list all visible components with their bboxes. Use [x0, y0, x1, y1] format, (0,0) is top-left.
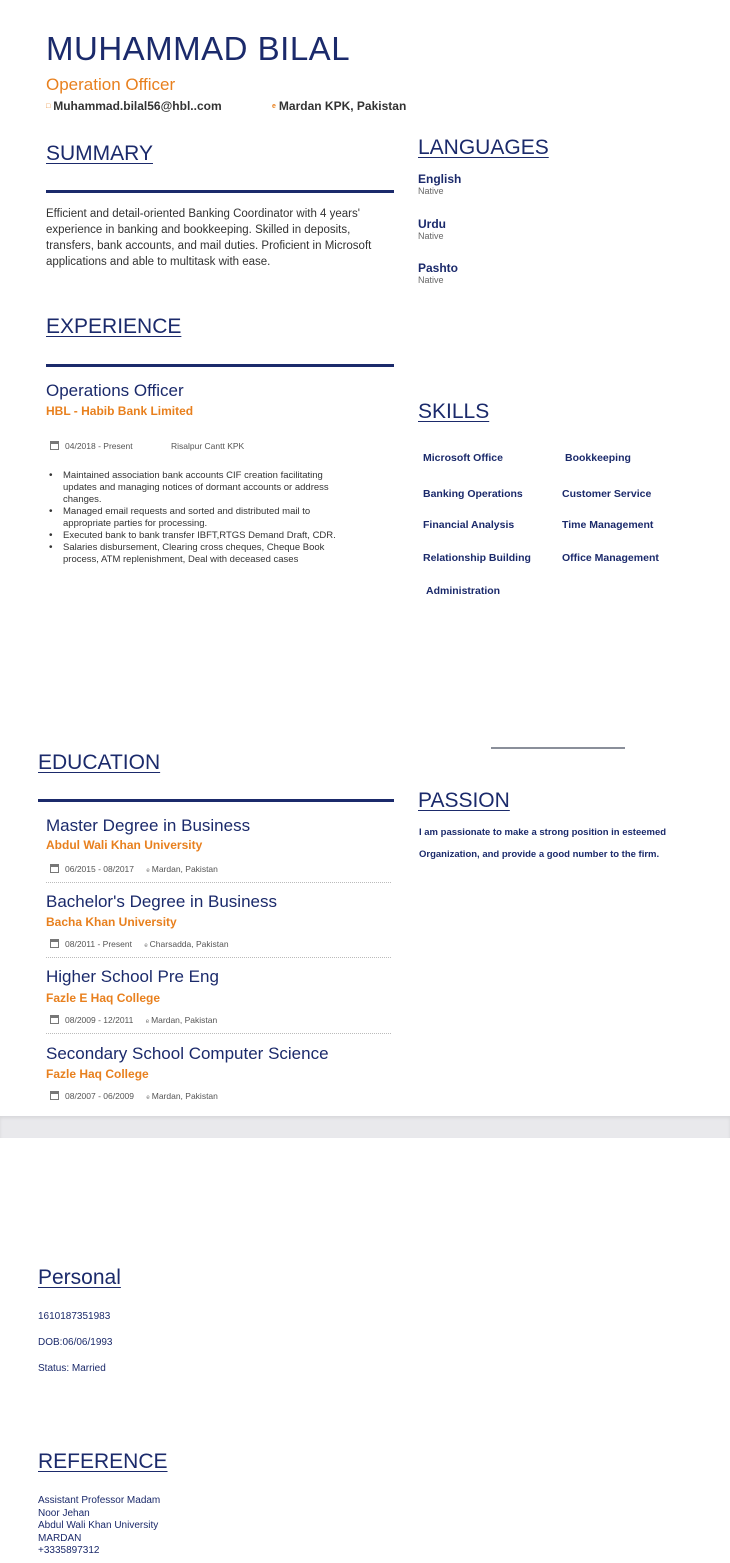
list-item: • Executed bank to bank transfer IBFT,RTGS Demand Draft, CDR.: [46, 530, 336, 542]
location-icon: e: [146, 1095, 150, 1101]
language-name: Pashto: [418, 261, 459, 275]
language-name: English: [418, 172, 462, 186]
passion-text: I am passionate to make a strong position in esteemed Organization, and provide a good number to the firm.: [419, 827, 667, 860]
list-item: • Maintained association bank accounts CIF creation facilitating updates and managing notices of dormant accounts or address changes.: [46, 470, 336, 506]
id-number: 1610187351983: [38, 1311, 111, 1322]
job-bullets: [46, 470, 336, 566]
degree-title: Secondary School Computer Science: [46, 1044, 329, 1063]
job-location: Risalpur Cantt KPK: [171, 441, 245, 451]
language-item: [418, 261, 458, 285]
reference-line: Assistant Professor Madam: [38, 1495, 161, 1506]
list-item: • Managed email requests and sorted and distributed mail to appropriate parties for processing.: [46, 506, 336, 530]
education-location: Mardan, Pakistan: [151, 864, 218, 874]
calendar-icon: [50, 864, 59, 873]
education-meta: [50, 864, 218, 874]
company-name: HBL - Habib Bank Limited: [46, 404, 194, 418]
education-dates: 08/2009 - 12/2011: [65, 1015, 134, 1025]
date-of-birth: DOB:06/06/1993: [38, 1337, 113, 1348]
personal-heading: Personal: [38, 1266, 121, 1289]
education-dates: 08/2007 - 06/2009: [65, 1091, 135, 1101]
education-heading: EDUCATION: [38, 751, 161, 774]
email-text: Muhammad.bilal56@hbl..com: [53, 99, 222, 113]
language-item: [418, 217, 446, 241]
skill-item: Bookkeeping: [565, 452, 631, 464]
divider: [46, 1033, 391, 1034]
location-icon: e: [145, 1019, 150, 1025]
calendar-icon: [50, 1015, 59, 1024]
education-rule: [38, 799, 394, 802]
email-contact: [46, 99, 222, 113]
degree-title: Higher School Pre Eng: [46, 967, 219, 986]
location-text: Mardan KPK, Pakistan: [278, 99, 407, 113]
summary-text: Efficient and detail-oriented Banking Coordinator with 4 years' experience in banking and bookkeeping. Skilled in deposits, transfers, bank accounts, and mail duties. Proficient in Microsoft applications and able to multitask with ease.: [46, 208, 372, 268]
language-level: Native: [418, 231, 444, 241]
divider: [491, 747, 625, 749]
reference-block: [38, 1495, 160, 1558]
education-location: Charsadda, Pakistan: [149, 939, 229, 949]
location-icon: e: [146, 868, 150, 874]
page-break: [0, 1116, 730, 1138]
list-item: • Salaries disbursement, Clearing cross cheques, Cheque Book process, ATM replenishment, Deal with deceased cases: [46, 542, 336, 566]
calendar-icon: [50, 441, 59, 450]
education-meta: [50, 939, 229, 949]
school-name: Fazle E Haq College: [46, 991, 161, 1005]
education-dates: 08/2011 - Present: [65, 939, 132, 949]
reference-line: MARDAN: [38, 1532, 82, 1544]
experience-heading: EXPERIENCE: [46, 315, 182, 338]
reference-heading: REFERENCE: [38, 1450, 168, 1473]
candidate-title: Operation Officer: [46, 75, 176, 94]
job-dates: [50, 441, 133, 451]
degree-title: Master Degree in Business: [46, 816, 251, 835]
calendar-icon: [50, 1091, 59, 1100]
divider: [46, 882, 391, 883]
reference-line: Abdul Wali Khan University: [38, 1520, 159, 1531]
email-icon: □: [46, 103, 51, 111]
reference-line: +3335897312: [38, 1545, 100, 1556]
passion-heading: PASSION: [418, 789, 510, 812]
education-meta: [50, 1015, 217, 1025]
skill-item: Banking Operations: [423, 488, 523, 500]
education-meta: [50, 1091, 218, 1101]
experience-rule: [46, 364, 394, 367]
divider: [46, 957, 391, 958]
skill-item: Relationship Building: [423, 552, 531, 564]
language-name: Urdu: [418, 217, 446, 231]
skill-item: Office Management: [562, 552, 659, 564]
language-level: Native: [418, 186, 444, 196]
job-title: Operations Officer: [46, 381, 184, 400]
skills-heading: SKILLS: [418, 400, 490, 423]
candidate-name: MUHAMMAD BILAL: [46, 30, 351, 67]
job-dates-text: 04/2018 - Present: [65, 441, 133, 451]
location-icon: e: [144, 943, 148, 949]
degree-title: Bachelor's Degree in Business: [46, 892, 277, 911]
school-name: Fazle Haq College: [46, 1067, 149, 1081]
summary-heading: SUMMARY: [46, 142, 153, 165]
skill-item: Microsoft Office: [423, 452, 503, 464]
education-location: Mardan, Pakistan: [151, 1091, 218, 1101]
summary-rule: [46, 190, 394, 193]
school-name: Abdul Wali Khan University: [46, 838, 203, 852]
language-level: Native: [418, 275, 444, 285]
skill-item: Financial Analysis: [423, 519, 515, 531]
language-item: [418, 172, 461, 196]
education-location: Mardan, Pakistan: [151, 1015, 218, 1025]
skill-item: Time Management: [562, 519, 654, 531]
location-contact: [272, 99, 406, 113]
skill-item: Administration: [426, 585, 501, 597]
location-icon: e: [272, 103, 276, 111]
calendar-icon: [50, 939, 59, 948]
marital-status: Status: Married: [38, 1363, 106, 1374]
reference-line: Noor Jehan: [38, 1507, 90, 1519]
languages-heading: LANGUAGES: [418, 136, 549, 159]
education-dates: 06/2015 - 08/2017: [65, 864, 135, 874]
school-name: Bacha Khan University: [46, 915, 177, 929]
skill-item: Customer Service: [562, 488, 652, 500]
